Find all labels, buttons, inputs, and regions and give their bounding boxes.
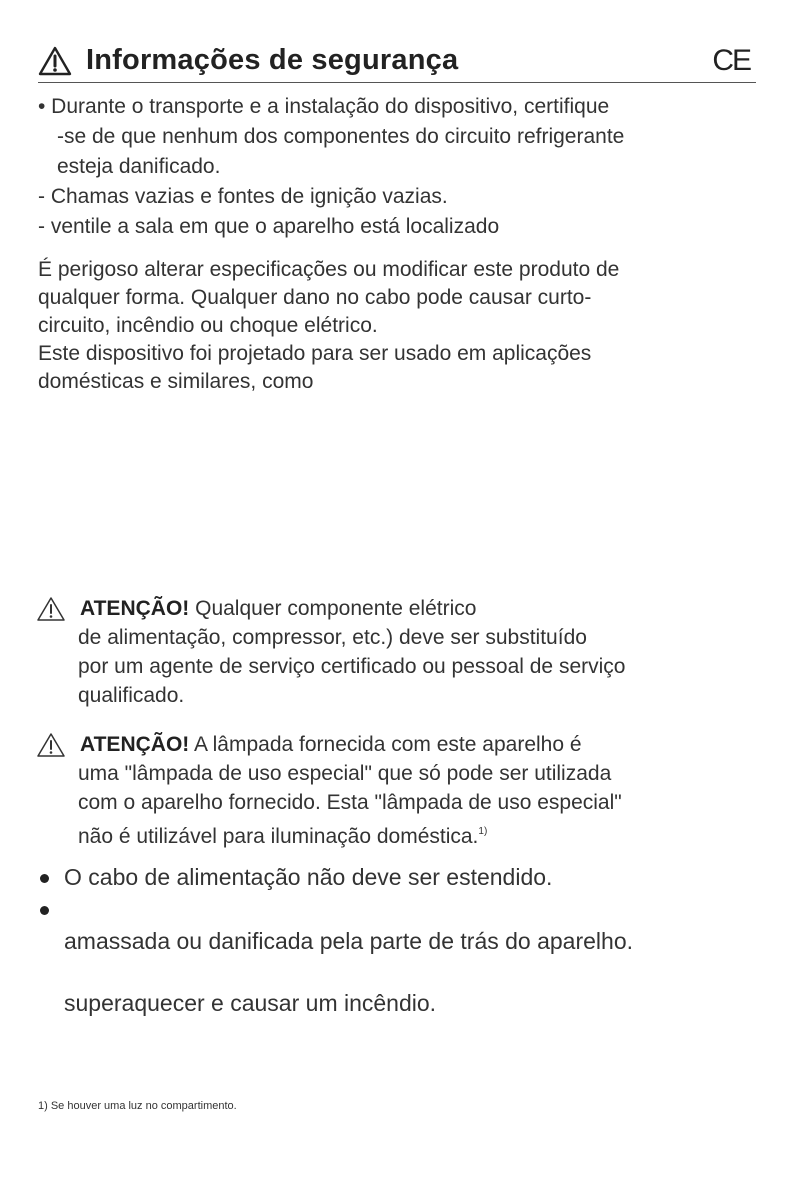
text-line: de alimentação, compressor, etc.) deve ser substituído	[78, 626, 587, 649]
ce-mark: CE	[712, 44, 750, 77]
warning-triangle-icon	[36, 596, 66, 622]
text-line: Este dispositivo foi projetado para ser usado em aplicações	[38, 342, 592, 365]
footnote-reference: 1)	[478, 826, 488, 837]
text-line: domésticas e similares, como	[38, 370, 314, 393]
bullet-dot	[40, 906, 49, 915]
warning-triangle-icon	[38, 46, 72, 76]
text-line: amassada ou danificada pela parte de trás do aparelho.	[64, 928, 634, 954]
warning-triangle-icon	[36, 732, 66, 758]
text-line: -se de que nenhum dos componentes do circuito refrigerante	[57, 125, 625, 148]
text-line: qualquer forma. Qualquer dano no cabo pode causar curto-	[38, 286, 592, 309]
text-line: Qualquer componente elétrico	[195, 597, 477, 620]
transport-instructions	[38, 92, 624, 242]
section-header	[38, 42, 756, 83]
attention-label: ATENÇÃO!	[80, 733, 190, 756]
bullet-dot	[40, 874, 49, 883]
modification-warning	[38, 256, 619, 396]
attention-label: ATENÇÃO!	[80, 597, 190, 620]
text-line: • Durante o transporte e a instalação do dispositivo, certifique	[38, 95, 610, 118]
text-line: - ventile a sala em que o aparelho está localizado	[38, 215, 500, 238]
text-line: É perigoso alterar especificações ou modificar este produto de	[38, 258, 620, 281]
page-title: Informações de segurança	[86, 44, 459, 76]
text-line: esteja danificado.	[57, 155, 221, 178]
text-line: - Chamas vazias e fontes de ignição vazias.	[38, 185, 448, 208]
text-line: uma "lâmpada de uso especial" que só pode ser utilizada	[78, 762, 612, 785]
text-line: por um agente de serviço certificado ou pessoal de serviço	[78, 655, 626, 678]
text-line: superaquecer e causar um incêndio.	[64, 990, 437, 1016]
footnote: 1) Se houver uma luz no compartimento.	[38, 1100, 237, 1112]
text-line: não é utilizável para iluminação doméstica.	[78, 825, 479, 848]
bullet-item: O cabo de alimentação não deve ser estendido.	[64, 864, 553, 890]
text-line: com o aparelho fornecido. Esta "lâmpada de uso especial"	[78, 791, 622, 814]
text-line: A lâmpada fornecida com este aparelho é	[193, 733, 582, 756]
text-line: qualificado.	[78, 684, 185, 707]
text-line: circuito, incêndio ou choque elétrico.	[38, 314, 378, 337]
